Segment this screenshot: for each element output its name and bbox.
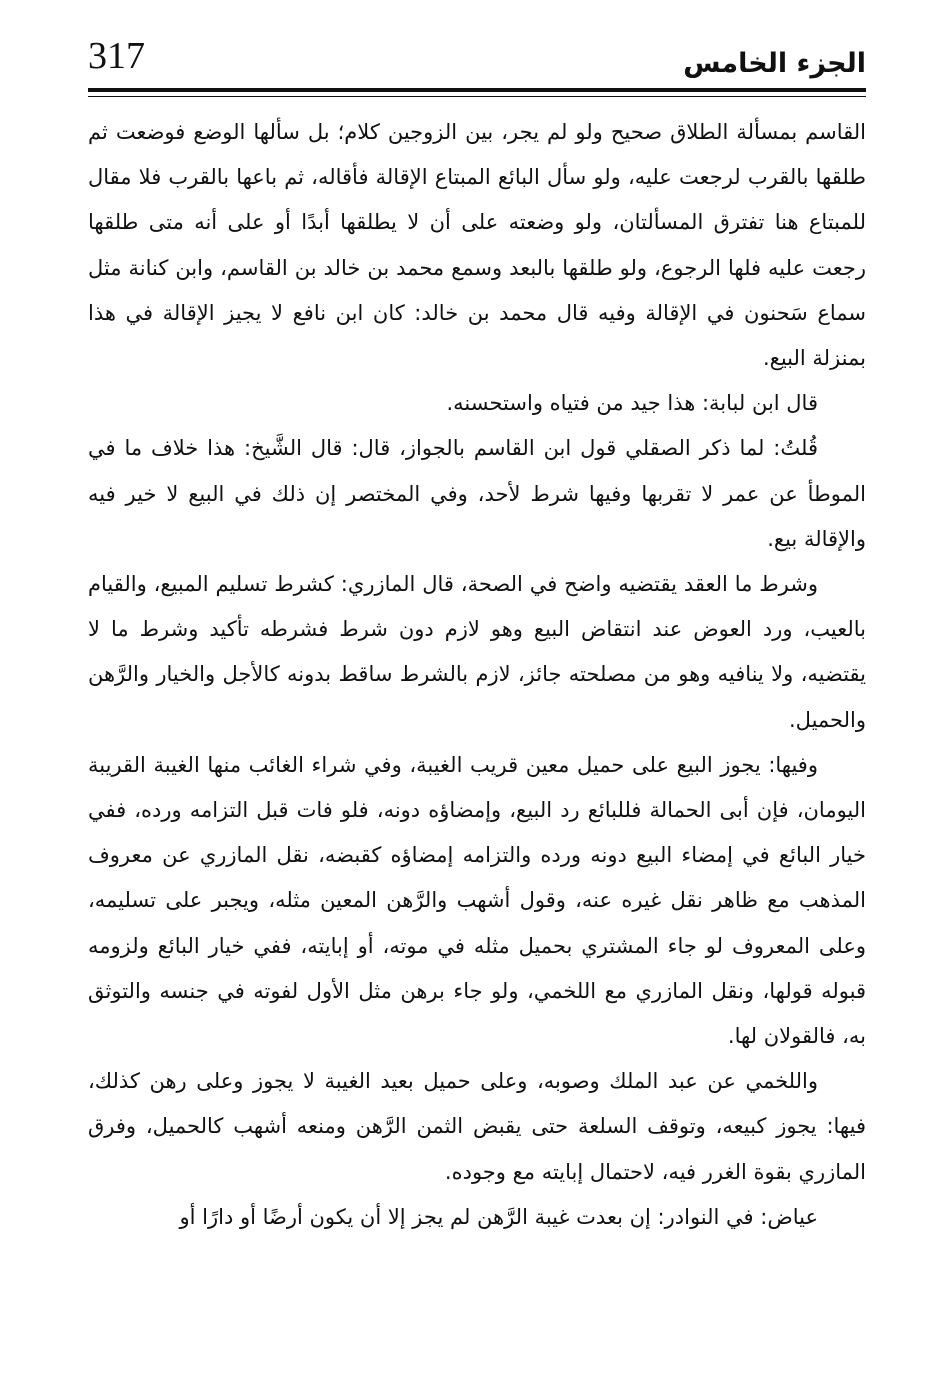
page-number: 317 (88, 35, 145, 77)
header-rule-thin (88, 96, 866, 97)
running-title: الجزء الخامس (683, 48, 866, 79)
paragraph-1: القاسم بمسألة الطلاق صحيح ولو لم يجر، بين الزوجين كلام؛ بل سألها الوضع فوضعت ثم طلقها بالقرب لرجعت عليه، ولو سأل البائع المبتاع الإقالة فأقاله، ثم باعها بالقرب فلا مقال للمبتاع هنا تفترق المسألتان، ولو وضعته على أن لا يطلقها أبدًا أو على أنه متى طلقها رجعت عليه فلها الرجوع، ولو طلقها بالبعد وسمع محمد بن خالد بن القاسم، وابن كنانة مثل سماع سَحنون في الإقالة وفيه قال محمد بن خالد: كان ابن نافع لا يجيز الإقالة في هذا بمنزلة البيع. (88, 120, 866, 371)
paragraph-3: قُلتُ: لما ذكر الصقلي قول ابن القاسم بالجواز، قال: قال الشَّيخ: هذا خلاف ما في الموطأ عن عمر لا تقربها وفيها شرط لأحد، وفي المختصر إن ذلك في البيع لا خير فيه والإقالة بيع. (88, 436, 866, 551)
page-header (88, 30, 866, 88)
body-text (88, 110, 866, 1240)
paragraph-4: وشرط ما العقد يقتضيه واضح في الصحة، قال المازري: كشرط تسليم المبيع، والقيام بالعيب، ورد العوض عند انتقاض البيع وهو لازم دون شرط فشرطه تأكيد وشرط ما لا يقتضيه، ولا ينافيه وهو من مصلحته جائز، لازم بالشرط ساقط بدونه كالأجل والخيار والرَّهن والحميل. (88, 572, 866, 732)
paragraph-6: واللخمي عن عبد الملك وصوبه، وعلى حميل بعيد الغيبة لا يجوز وعلى رهن كذلك، فيها: يجوز كبيعه، وتوقف السلعة حتى يقبض الثمن الرَّهن ومنعه أشهب كالحميل، وفرق المازري بقوة الغرر فيه، لاحتمال إبايته مع وجوده. (88, 1069, 866, 1184)
paragraph-5: وفيها: يجوز البيع على حميل معين قريب الغيبة، وفي شراء الغائب منها الغيبة القريبة اليومان، فإن أبى الحمالة فللبائع رد البيع، وإمضاؤه دونه، فلو فات قبل التزامه ورده، ففي خيار البائع في إمضاء البيع دونه ورده والتزامه إمضاؤه كقبضه، نقل المازري عن معروف المذهب مع ظاهر نقل غيره عنه، وقول أشهب والرَّهن المعين مثله، ويجبر على تسليمه، وعلى المعروف لو جاء المشتري بحميل مثله في موته، أو إبايته، ففي خيار البائع ولزومه قبوله قولها، ونقل المازري مع اللخمي، ولو جاء برهن مثل الأول لفوته في جنسه والتوثق به، فالقولان لها. (88, 752, 866, 1049)
header-rule-thick (88, 88, 866, 92)
paragraph-2: قال ابن لبابة: هذا جيد من فتياه واستحسنه. (446, 391, 818, 416)
paragraph-7: عياض: في النوادر: إن بعدت غيبة الرَّهن لم يجز إلا أن يكون أرضًا أو دارًا أو (179, 1204, 818, 1229)
